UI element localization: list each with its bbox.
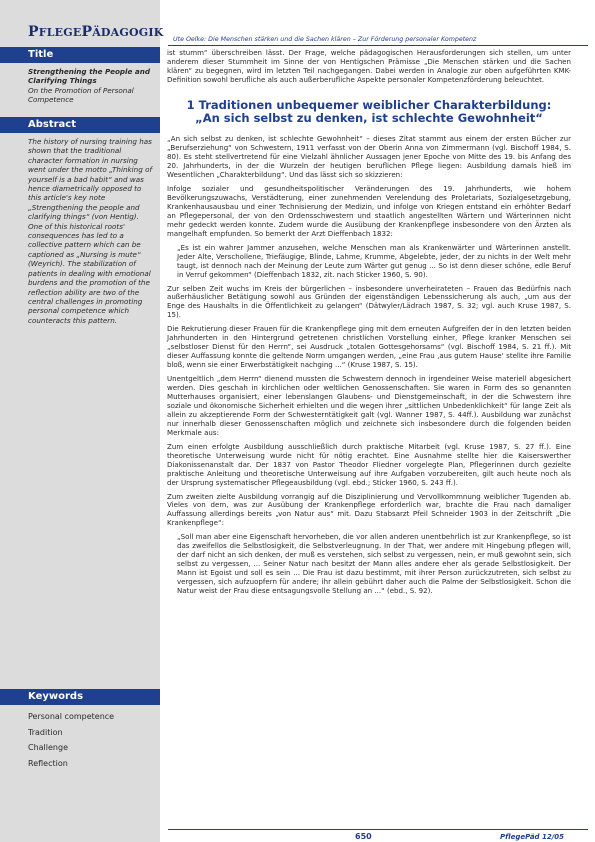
block-quote: „Es ist ein wahrer Jammer anzusehen, welche Menschen man als Krankenwärter und Wärterinnen anstellt. Jeder Alte, Verschollene, Triefäugige, Blinde, Lahme, Krumme, Abgelebte, jeder, der zu nichts in der Welt mehr taugt, ist dennoch nach der Meinung der Leute zum Wärter gut genug ... So ist denn dieser schöne, edle Beruf in Verruf gekommen“ (Dieffenbach 1832, zit. nach Sticker 1960, S. 90). [177, 242, 571, 279]
abstract-text: The history of nursing training has shown that the traditional character formation in nursing went under the motto „Thinking of yourself is a bad habit“ and was hence diametrically opposed to this article's key note „Strengthening the people and clarifying things“ (von Hentig). One of this historical roots' consequences has led to a collective pattern which can be captioned as „Nursing is mute“ (Weyrich). The stabilization of patients in dealing with emotional burdens and the promotion of the reflection ability are two of the central challenges in promoting personal competence which counteracts this pattern. [28, 137, 153, 325]
keyword: Tradition [28, 727, 63, 737]
paragraph: Zur selben Zeit wuchs im Kreis der bürgerlichen – insbesondere unverheirateten – Frauen das Bedürfnis nach außerhäuslicher Betätigung sowohl aus Gründen der eigenständigen Lebenssicherung als auch, „um aus der Enge des Haushalts in die Öffentlichkeit zu gelangen“ (Dätwyler/Lädrach 1987, S. 32; vgl. auch Kruse 1987, S. 15). [167, 283, 571, 320]
footer-rule [168, 829, 588, 830]
title-block [0, 47, 160, 105]
title-header: Title [0, 47, 160, 63]
block-quote: „Soll man aber eine Eigenschaft hervorheben, die vor allen anderen unentbehrlich ist zur Krankenpflege, so ist das zweifellos die Selbstlosigkeit, die Selbstverleugnung. In der That, wer andere mit Hingebung pflegen will, der darf nicht an sich denken, der muß es verstehen, sich selbst zu vergessen, nein, er muß gewohnt sein, sich selbst zu vergessen, ... Seiner Natur nach besitzt der Mann alles andere eher als gerade Selbstlosigkeit. Der Mann ist Egoist und soll es sein ... Die Frau ist dazu bestimmt, mit ihrer Person zurückzutreten, sich selbst zu vergessen, sich aufzuopfern für andere; ihr allein gebührt daher auch die Palme der Selbstlosigkeit. Schon die Natur weist der Frau diese entsagungsvolle Stellung an ...“ (ebd., S. 92). [177, 532, 571, 596]
english-title: Strengthening the People and Clarifying Things [28, 67, 150, 86]
section-heading: 1 Traditionen unbequemer weiblicher Charakterbildung: „An sich selbst zu denken, ist schlechte Gewohnheit“ [186, 97, 552, 126]
journal-issue: PflegePäd 12/05 [500, 833, 565, 841]
article-body [167, 49, 571, 601]
keyword: Challenge [28, 743, 68, 752]
abstract-header: Abstract [0, 117, 160, 133]
paragraph: Die Rekrutierung dieser Frauen für die Krankenpflege ging mit dem erneuten Aufgreifen der in den letzten beiden Jahrhunderten in den Hintergrund getretenen christlichen Vorstellung einher, Pflege kranker Menschen sei „selbstloser Dienst für den Herrn“, sei Ausdruck „totalen Gottesgehorsams“ (vgl. Bischoff 1984, S. 21 ff.). Mit dieser Auffassung konnte die geltende Norm umgangen werden, „eine Frau ‚aus gutem Hause‘ stellte ihre Familie bloß, wenn sie einer Erwerbstätigkeit nachging ...“ (Kruse 1987, S. 15). [167, 324, 571, 370]
paragraph: Infolge sozialer und gesundheitspolitischer Veränderungen des 19. Jahrhunderts, wie hohem Bevölkerungszuwachs, Verstädterung, einer zunehmenden Verelendung des Proletariats, Sozialgesetzgebung, Krankenhausausbau und einer Technisierung der Medizin, und infolge von Kriegen entstand ein erhöhter Bedarf an Pflegepersonal, der von den Ordensschwestern und staatlich angestellten Wärtern und Wärterinnen nicht mehr gedeckt werden konnte. Zudem wurde die Ausübung der Krankenpflege insbesondere von den Ärzten als mangelhaft empfunden. So bemerkt der Arzt Dieffenbach 1832: [167, 183, 571, 238]
keyword: Reflection [28, 758, 68, 768]
paragraph: „An sich selbst zu denken, ist schlechte Gewohnheit“ – dieses Zitat stammt aus einem der ersten Bücher zur „Berufserziehung“ von Schwestern, 1911 verfasst von der Oberin Anna von Zimmermann (vgl. Bischoff 1984, S. 80). Es steht stellvertretend für eine Vielzahl ähnlicher Aussagen jener Epoche von Mitte des 19. bis Anfang des 20. Jahrhunderts, in der die Wurzeln der heutigen beruflichen Pflege liegen: Ausbildung damals hieß im Wesentlichen „Charakterbildung“. Und das lässt sich so skizzieren: [167, 134, 571, 180]
header-rule [168, 45, 588, 46]
keywords-header: Keywords [0, 689, 160, 705]
keywords-list [0, 705, 160, 771]
journal-logo: PFLEGEPÄDAGOGIK [28, 24, 164, 40]
english-subtitle: On the Promotion of Personal Competence [28, 85, 134, 105]
abstract-block [0, 117, 160, 325]
paragraph: Unentgeltlich „dem Herrn“ dienend mussten die Schwestern dennoch in irgendeiner Weise materiell abgesichert werden. Dies geschah in kirchlichen oder weltlichen Genossenschaften. Sie waren in Form des so genannten Mutterhauses organisiert, einer lebenslangen Glaubens- und Dienstgemeinschaft, in der die Schwestern ihre soziale und ökonomische Sicherheit erhielten und die wegen ihrer „sittlichen Unbedenklichkeit“ für lange Zeit als allein zu akzeptierende Form der Schwesterntätigkeit galt (vgl. Wanner 1987, S. 44ff.). Ausbildung war zunächst nur innerhalb dieser Genossenschaften möglich und zeichnete sich insbesondere durch die folgenden beiden Merkmale aus: [167, 374, 571, 437]
running-head: Ute Oelke: Die Menschen stärken und die Sachen klären – Zur Förderung personaler Kompetenz [173, 36, 477, 43]
paragraph: Zum zweiten zielte Ausbildung vorrangig auf die Disziplinierung und Vervollkommnung weiblicher Tugenden ab. Vieles von dem, was zur Ausübung der Krankenpflege erforderlich war, brachte die Frau nach damaliger Auffassung allerdings bereits „von Natur aus“ mit. Dazu Stabsarzt Pfeil Schneider 1903 in der Zeitschrift „Die Krankenpflege“: [167, 491, 571, 528]
intro-paragraph: ist stumm“ überschreiben lässt. Der Frage, welche pädagogischen Herausforderungen sich stellen, um unter anderem dieser Stummheit im Sinne der von Hentigschen Prämisse „Die Menschen stärken und die Sachen klären“ zu begegnen, wird im letzten Teil nachgegangen. Dabei werden in Analogie zur oben aufgeführten KMK-Definition sowohl berufliche als auch außerberufliche Aspekte personaler Kompetenzförderung beleuchtet. [167, 48, 571, 84]
keyword: Personal competence [28, 712, 115, 721]
keywords-block [0, 689, 160, 771]
page-number: 650 [355, 832, 372, 841]
paragraph: Zum einen erfolgte Ausbildung ausschließlich durch praktische Mitarbeit (vgl. Kruse 1987, S. 27 ff.). Eine theoretische Unterweisung wurde nicht für nötig erachtet. Eine Ausnahme stellte hier die Kaiserswerther Diakonissenanstalt dar. Der 1837 von Pastor Theodor Fliedner vorgelegte Plan, Pflegerinnen durch gezielte praktische Anleitung und theoretische Unterweisung auf ihre Aufgaben vorzubereiten, gilt auch heute noch als der Ursprung systematischer Pflegeausbildung (vgl. ebd.; Sticker 1960, S. 243 ff.). [167, 441, 571, 487]
